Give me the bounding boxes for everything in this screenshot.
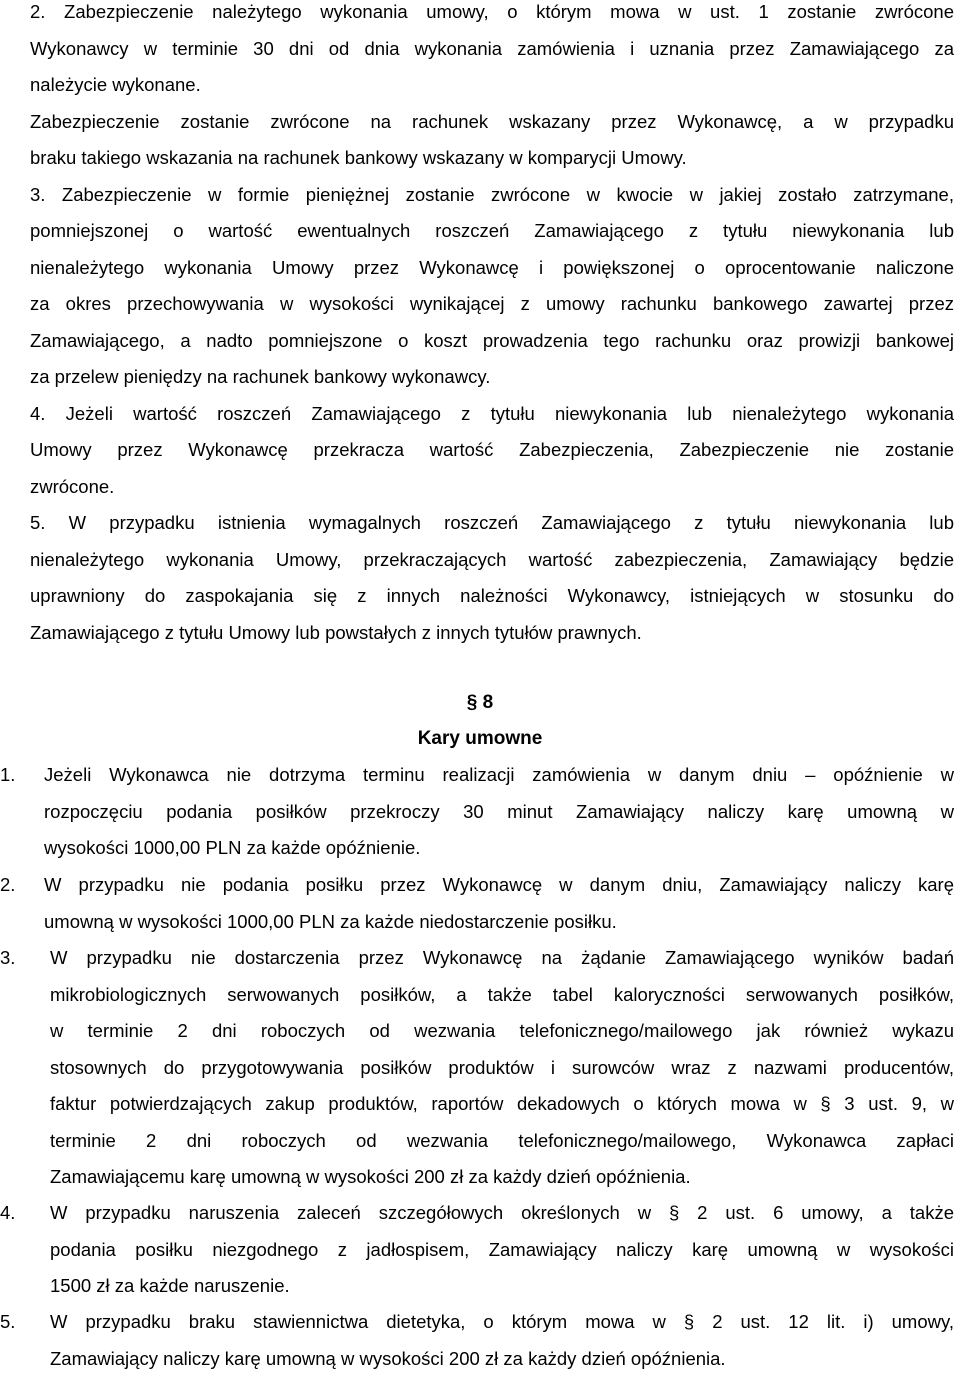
paragraph-line: braku takiego wskazania na rachunek bankowy wskazany w komparycji Umowy. xyxy=(30,140,954,177)
paragraph-line: Umowy przez Wykonawcę przekracza wartość Zabezpieczenia, Zabezpieczenie nie zostanie xyxy=(30,432,954,469)
penalty-item-text xyxy=(44,757,954,867)
paragraph-line: Wykonawcy w terminie 30 dni od dnia wykonania zamówienia i uznania przez Zamawiającego za xyxy=(30,31,954,68)
paragraph-line: nienależytego wykonania Umowy, przekraczających wartość zabezpieczenia, Zamawiający będzie xyxy=(30,542,954,579)
paragraph-line: Zamawiającego z tytułu Umowy lub powstałych z innych tytułów prawnych. xyxy=(30,615,954,652)
penalty-item-line: 1500 zł za każde naruszenie. xyxy=(50,1268,954,1305)
penalty-item-number: 4. xyxy=(0,1195,15,1232)
penalty-item-line: wysokości 1000,00 PLN za każde opóźnienie. xyxy=(44,830,954,867)
paragraph-line: nienależytego wykonania Umowy przez Wykonawcę i powiększonej o oprocentowanie naliczone xyxy=(30,250,954,287)
section-number: § 8 xyxy=(0,685,960,721)
penalty-item-line: faktur potwierdzających zakup produktów, raportów dekadowych o których mowa w § 3 ust. 9, w xyxy=(50,1086,954,1123)
paragraph-line: 5. W przypadku istnienia wymagalnych roszczeń Zamawiającego z tytułu niewykonania lub xyxy=(30,505,954,542)
paragraph-line: zwrócone. xyxy=(30,469,954,506)
penalty-item-line: W przypadku braku stawiennictwa dietetyka, o którym mowa w § 2 ust. 12 lit. i) umowy, xyxy=(50,1304,954,1341)
paragraph-line: Zamawiającego, a nadto pomniejszone o koszt prowadzenia tego rachunku oraz prowizji bankowej xyxy=(30,323,954,360)
penalty-item-text xyxy=(50,1304,954,1377)
section-title: Kary umowne xyxy=(0,721,960,757)
paragraph-line: za okres przechowywania w wysokości wynikającej z umowy rachunku bankowego zawartej przez xyxy=(30,286,954,323)
paragraph-block-returns xyxy=(30,0,954,651)
penalty-item-line: W przypadku nie podania posiłku przez Wykonawcę w danym dniu, Zamawiający naliczy karę xyxy=(44,867,954,904)
penalty-item-number: 5. xyxy=(0,1304,15,1341)
penalty-item-line: W przypadku nie dostarczenia przez Wykonawcę na żądanie Zamawiającego wyników badań xyxy=(50,940,954,977)
penalty-item-line: W przypadku naruszenia zaleceń szczegółowych określonych w § 2 ust. 6 umowy, a także xyxy=(50,1195,954,1232)
paragraph-line: należycie wykonane. xyxy=(30,67,954,104)
paragraph-line: Zabezpieczenie zostanie zwrócone na rachunek wskazany przez Wykonawcę, a w przypadku xyxy=(30,104,954,141)
penalty-item-text xyxy=(44,867,954,940)
penalty-item-line: Zamawiającemu karę umowną w wysokości 200 zł za każdy dzień opóźnienia. xyxy=(50,1159,954,1196)
paragraph-line: za przelew pieniędzy na rachunek bankowy wykonawcy. xyxy=(30,359,954,396)
penalty-item-line: Jeżeli Wykonawca nie dotrzyma terminu realizacji zamówienia w danym dniu – opóźnienie w xyxy=(44,757,954,794)
paragraph-line: 2. Zabezpieczenie należytego wykonania umowy, o którym mowa w ust. 1 zostanie zwrócone xyxy=(30,0,954,31)
penalty-item-line: w terminie 2 dni roboczych od wezwania telefonicznego/mailowego jak również wykazu xyxy=(50,1013,954,1050)
penalty-item-line: rozpoczęciu podania posiłków przekroczy 30 minut Zamawiający naliczy karę umowną w xyxy=(44,794,954,831)
penalty-item-number: 2. xyxy=(0,867,15,904)
penalty-item-line: Zamawiający naliczy karę umowną w wysokości 200 zł za każdy dzień opóźnienia. xyxy=(50,1341,954,1377)
penalty-item-text xyxy=(50,1195,954,1305)
penalty-item-line: terminie 2 dni roboczych od wezwania telefonicznego/mailowego, Wykonawca zapłaci xyxy=(50,1123,954,1160)
paragraph-line: pomniejszonej o wartość ewentualnych roszczeń Zamawiającego z tytułu niewykonania lub xyxy=(30,213,954,250)
penalty-item-number: 3. xyxy=(0,940,15,977)
paragraph-line: uprawniony do zaspokajania się z innych należności Wykonawcy, istniejących w stosunku do xyxy=(30,578,954,615)
paragraph-line: 4. Jeżeli wartość roszczeń Zamawiającego z tytułu niewykonania lub nienależytego wykonania xyxy=(30,396,954,433)
penalty-item-text xyxy=(50,940,954,1196)
penalty-item-line: mikrobiologicznych serwowanych posiłków, a także tabel kaloryczności serwowanych posiłków, xyxy=(50,977,954,1014)
penalty-item-line: umowną w wysokości 1000,00 PLN za każde niedostarczenie posiłku. xyxy=(44,904,954,941)
penalty-item-line: podania posiłku niezgodnego z jadłospisem, Zamawiający naliczy karę umowną w wysokości xyxy=(50,1232,954,1269)
penalty-item-number: 1. xyxy=(0,757,15,794)
penalty-item-line: stosownych do przygotowywania posiłków produktów i surowców wraz z nazwami producentów, xyxy=(50,1050,954,1087)
paragraph-line: 3. Zabezpieczenie w formie pieniężnej zostanie zwrócone w kwocie w jakiej zostało zatrzymane, xyxy=(30,177,954,214)
